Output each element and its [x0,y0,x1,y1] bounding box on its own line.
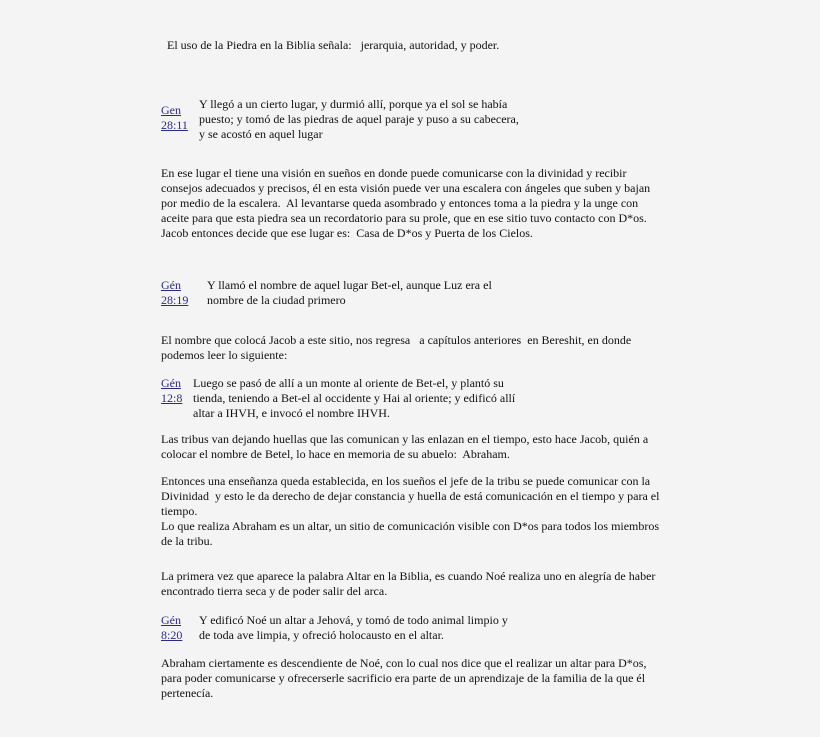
verse-text [199,613,508,643]
ref-chapter[interactable]: 28:11 [161,118,188,132]
verse-text [199,97,519,142]
verse-gen-12-8 [161,376,515,421]
ref-book[interactable]: Gén [161,278,181,292]
text-line: Abraham ciertamente es descendiente de Noé, con lo cual nos dice que el realizar un altar para D*os, [161,656,647,670]
text-line: Entonces una enseñanza queda establecida, en los sueños el jefe de la tribu se puede comunicar con la [161,474,651,488]
paragraph-first-altar [161,569,681,599]
ref-book[interactable]: Gén [161,613,181,627]
verse-text [207,278,492,308]
verse-gen-28-11 [161,97,519,142]
text-line: Jacob entonces decide que ese lugar es: Casa de D*os y Puerta de los Cielos. [161,226,533,240]
ref-chapter[interactable]: 28:19 [161,293,189,307]
paragraph-abraham-noah [161,656,681,701]
text-line: para poder comunicarse y ofrecerserle sacrificio era parte de un aprendizaje de la familia de la que él [161,671,646,685]
verse-line: de toda ave limpia, y ofreció holocausto en el altar. [199,628,444,642]
text-line: de la tribu. [161,534,213,548]
verse-line: Y edificó Noé un altar a Jehová, y tomó de todo animal limpio y [199,613,508,627]
paragraph-teaching [161,474,681,549]
ref-book[interactable]: Gén [161,376,181,390]
verse-reference-link[interactable] [161,103,199,142]
verse-text [193,376,515,421]
paragraph-vision [161,166,681,241]
text-line: Las tribus van dejando huellas que las comunican y las enlazan en el tiempo, esto hace Jacob, quién a [161,432,649,446]
text-line: pertenecía. [161,686,214,700]
text-line: por medio de la escalera. Al levantarse queda asombrado y entonces toma a la piedra y la unge con [161,196,639,210]
text-line: tiempo. [161,504,198,518]
paragraph-tribes [161,432,681,462]
verse-line: tienda, teniendo a Bet-el al occidente y Hai al oriente; y edificó allí [193,391,516,405]
verse-line: Y llegó a un cierto lugar, y durmió allí, porque ya el sol se había [199,97,508,111]
ref-chapter[interactable]: 8:20 [161,628,183,642]
paragraph-name-origin [161,333,681,363]
text-line: podemos leer lo siguiente: [161,348,288,362]
verse-gen-28-19 [161,278,492,308]
verse-line: Y llamó el nombre de aquel lugar Bet-el, aunque Luz era el [207,278,492,292]
text-line: En ese lugar el tiene una visión en sueños en donde puede comunicarse con la divinidad y recibir [161,166,627,180]
text-line: La primera vez que aparece la palabra Altar en la Biblia, es cuando Noé realiza uno en alegría de haber [161,569,656,583]
verse-reference-link[interactable] [161,613,199,643]
verse-line: nombre de la ciudad primero [207,293,346,307]
verse-line: Luego se pasó de allí a un monte al oriente de Bet-el, y plantó su [193,376,504,390]
text-line: El nombre que colocá Jacob a este sitio, nos regresa a capítulos anteriores en Bereshit, en donde [161,333,632,347]
verse-line: puesto; y tomó de las piedras de aquel paraje y puso a su cabecera, [199,112,519,126]
verse-reference-link[interactable] [161,278,207,308]
verse-reference-link[interactable] [161,376,193,421]
text-line: aceite para que esta piedra sea un recordatorio para su prole, que en ese sitio tuvo contacto con D*os. [161,211,647,225]
verse-line: altar a IHVH, e invocó el nombre IHVH. [193,406,390,420]
text-line: encontrado tierra seca y de poder salir del arca. [161,584,388,598]
text-line: colocar el nombre de Betel, lo hace en memoria de su abuelo: Abraham. [161,447,510,461]
verse-line: y se acostó en aquel lugar [199,127,323,141]
page-title: El uso de la Piedra en la Biblia señala: jerarquia, autoridad, y poder. [164,38,500,52]
text-line: Divinidad y esto le da derecho de dejar constancia y huella de está comunicación en el tiempo y para el [161,489,660,503]
text-line: Lo que realiza Abraham es un altar, un sitio de comunicación visible con D*os para todos los miembros [161,519,660,533]
text-line: consejos adecuados y precisos, él en esta visión puede ver una escalera con ángeles que suben y bajan [161,181,651,195]
ref-book[interactable]: Gen [161,103,181,117]
ref-chapter[interactable]: 12:8 [161,391,183,405]
verse-gen-8-20 [161,613,508,643]
